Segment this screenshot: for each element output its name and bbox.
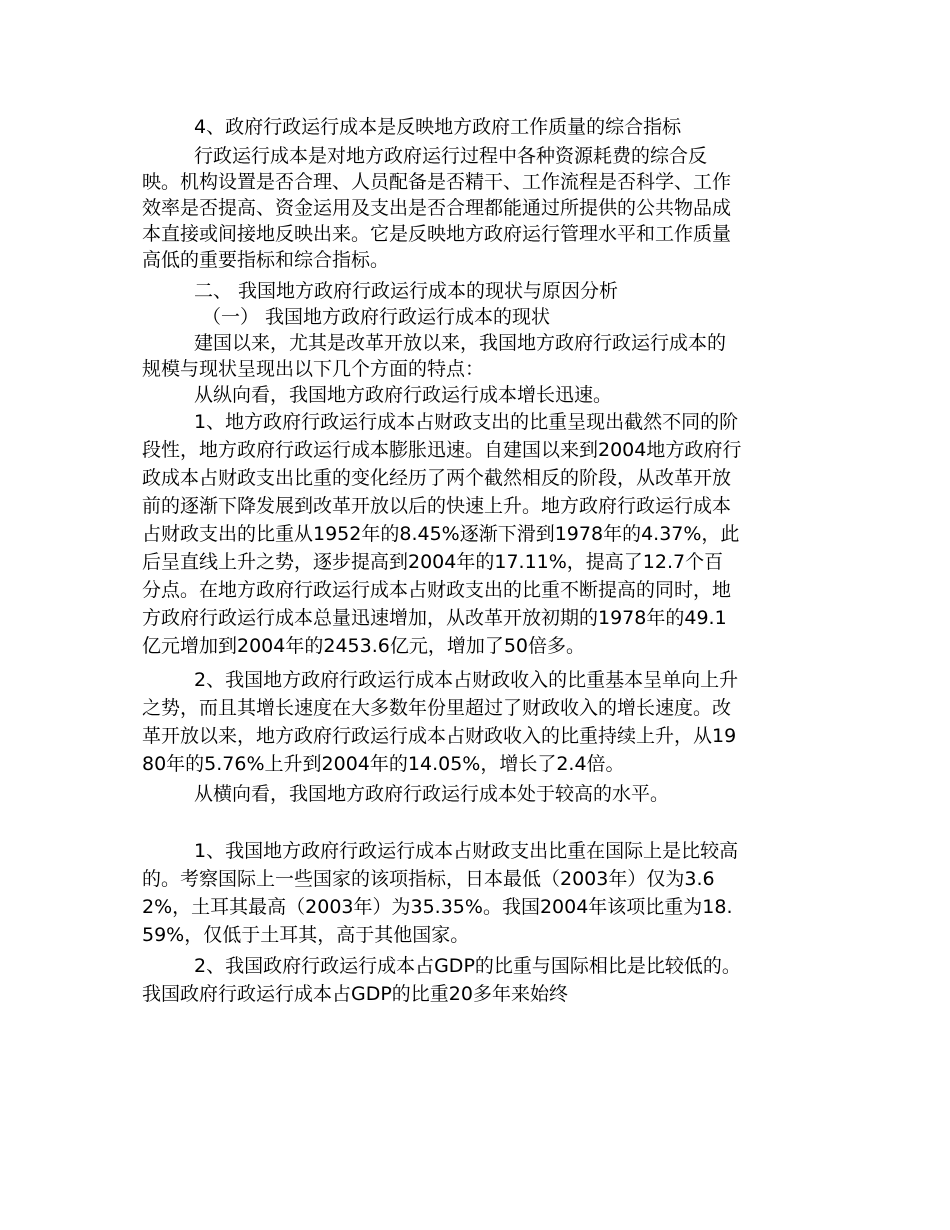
paragraph-horizontal-view: 从横向看，我国地方政府行政运行成本处于较高的水平。 xyxy=(194,783,670,805)
section-heading-4: 4、政府行政运行成本是反映地方政府工作质量的综合指标 xyxy=(194,116,682,138)
chapter-heading-2: 二、 我国地方政府行政运行成本的现状与原因分析 xyxy=(194,280,619,302)
paragraph-point-2-revenue: 2、我国地方政府行政运行成本占财政收入的比重基本呈单向上升之势，而且其增长速度在大多数年份里超过了财政收入的增长速度。改革开放以来，地方政府行政运行成本占财政收入的比重持续上升，从1980年的5.76%上升到2004年的14.05%，增长了2.4倍。 xyxy=(142,669,739,775)
paragraph-admin-cost-definition: 行政运行成本是对地方政府运行过程中各种资源耗费的综合反映。机构设置是否合理、人员配备是否精干、工作流程是否科学、工作效率是否提高、资金运用及支出是否合理都能通过所提供的公共物品成本直接或间接地反映出来。它是反映地方政府运行管理水平和工作质量高低的重要指标和综合指标。 xyxy=(142,145,732,271)
document-body xyxy=(142,114,742,1008)
paragraph-point-1-expenditure: 1、地方政府行政运行成本占财政支出的比重呈现出截然不同的阶段性，地方政府行政运行成本膨胀迅速。自建国以来到2004地方政府行政成本占财政支出比重的变化经历了两个截然相反的阶段，从改革开放前的逐渐下降发展到改革开放以后的快速上升。地方政府行政运行成本占财政支出的比重从1952年的8.45%逐渐下滑到1978年的4.37%，此后呈直线上升之势，逐步提高到2004年的17.11%，提高了12.7个百分点。在地方政府行政运行成本占财政支出的比重不断提高的同时，地方政府行政运行成本总量迅速增加，从改革开放初期的1978年的49.1亿元增加到2004年的2453.6亿元，增加了50倍多。 xyxy=(142,411,742,657)
subsection-heading-1: （一） 我国地方政府行政运行成本的现状 xyxy=(202,306,551,328)
paragraph-intro-characteristics: 建国以来，尤其是改革开放以来，我国地方政府行政运行成本的规模与现状呈现出以下几个方面的特点： xyxy=(142,332,727,380)
paragraph-intl-point-2: 2、我国政府行政运行成本占GDP的比重与国际相比是比较低的。我国政府行政运行成本占GDP的比重20多年来始终 xyxy=(142,955,741,1005)
paragraph-vertical-view: 从纵向看，我国地方政府行政运行成本增长迅速。 xyxy=(194,384,613,406)
paragraph-intl-point-1: 1、我国地方政府行政运行成本占财政支出比重在国际上是比较高的。考察国际上一些国家的该项指标，日本最低（2003年）仅为3.62%，土耳其最高（2003年）为35.35%。我国2004年该项比重为18.59%，仅低于土耳其，高于其他国家。 xyxy=(142,840,739,946)
